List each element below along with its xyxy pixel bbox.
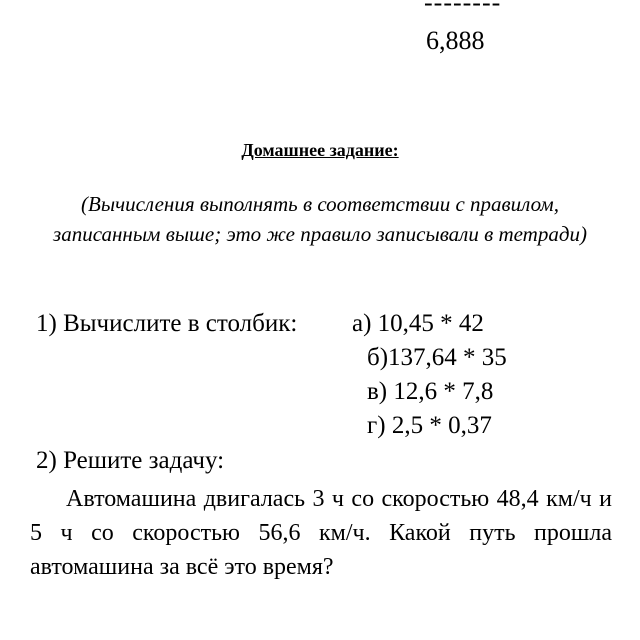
task1-item-a: а) 10,45 * 42	[352, 310, 484, 337]
task1-item-b: б)137,64 * 35	[367, 344, 507, 371]
homework-title: Домашнее задание:	[241, 140, 399, 160]
task2-label: 2) Решите задачу:	[36, 447, 225, 474]
task2-problem-text: Автомашина двигалась 3 ч со скоростью 48,4 км/ч и 5 ч со скоростью 56,6 км/ч. Какой путь прошла автомашина за всё это время?	[30, 486, 612, 580]
task1-item-c: в) 12,6 * 7,8	[367, 378, 494, 405]
task1-label: 1) Вычислите в столбик:	[36, 310, 298, 337]
calculation-result: 6,888	[426, 26, 485, 55]
task1-item-d: г) 2,5 * 0,37	[367, 412, 492, 439]
calculation-divider: --------	[424, 0, 502, 17]
homework-instructions: (Вычисления выполнять в соответствии с правилом, записанным выше; это же правило записывали в тетради)	[53, 192, 587, 246]
